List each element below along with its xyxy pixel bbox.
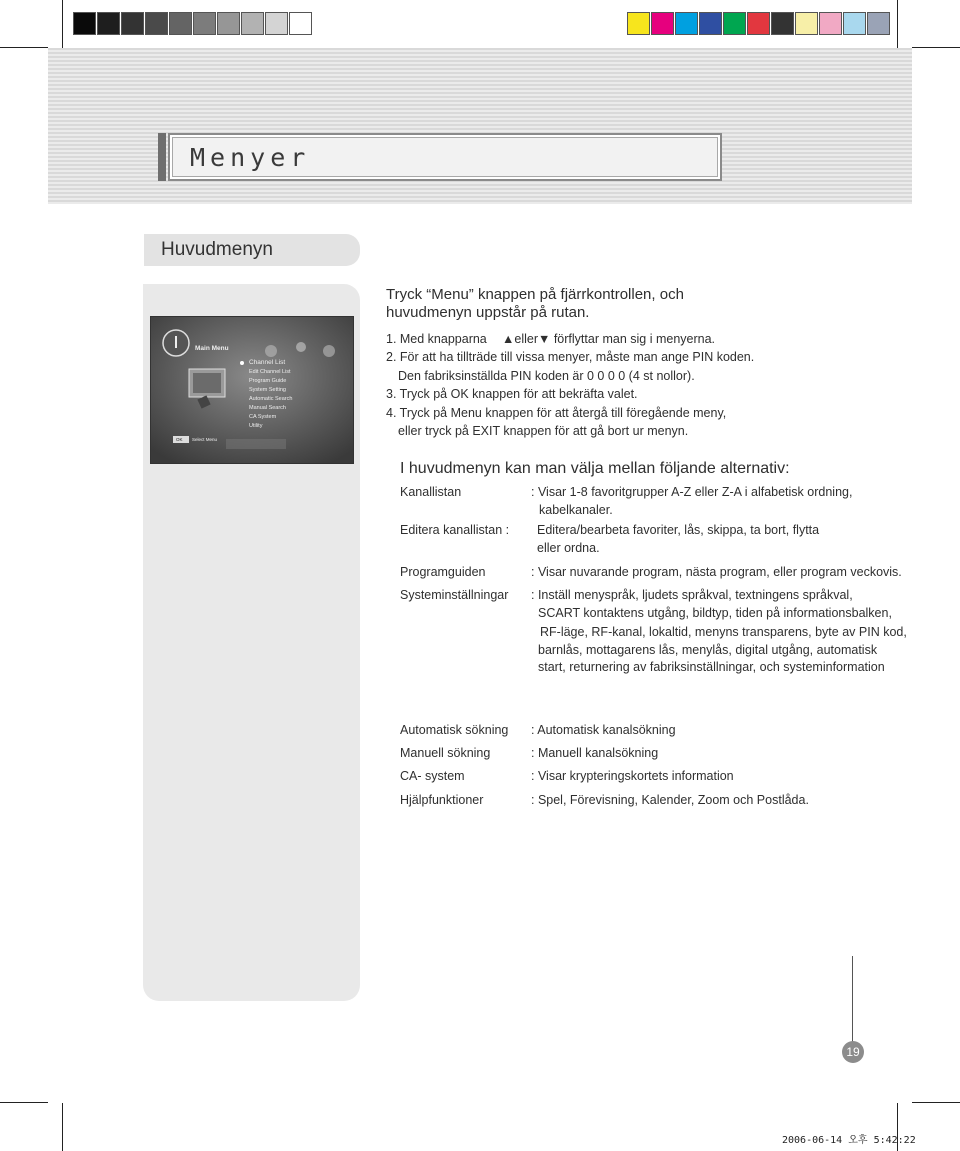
def-value: barnlås, mottagarens lås, menylås, digital utgång, automatisk bbox=[538, 643, 878, 657]
def-value: : Visar nuvarande program, nästa program, eller program veckovis. bbox=[531, 565, 902, 579]
step-text: 3. Tryck på OK knappen för att bekräfta valet. bbox=[386, 387, 638, 401]
def-value: : Inställ menyspråk, ljudets språkval, textningens språkval, bbox=[531, 588, 853, 602]
tv-menu-screenshot bbox=[150, 316, 354, 464]
step-text: 2. För att ha tillträde till vissa menyer, måste man ange PIN koden. bbox=[386, 350, 755, 364]
color-swatch bbox=[747, 12, 770, 35]
def-value: : Automatisk kanalsökning bbox=[531, 723, 676, 737]
def-value: : Manuell kanalsökning bbox=[531, 746, 659, 760]
step-text: 4. Tryck på Menu knappen för att återgå till föregående meny, bbox=[386, 406, 727, 420]
page-title: Menyer bbox=[190, 143, 311, 172]
crop-mark bbox=[897, 0, 898, 48]
crop-mark bbox=[0, 47, 48, 48]
intro-line: Tryck “Menu” knappen på fjärrkontrollen, och bbox=[386, 286, 684, 303]
tv-menu-item: Channel List bbox=[249, 359, 286, 366]
step-text: 1. Med knapparna bbox=[386, 332, 487, 346]
def-value: Editera/bearbeta favoriter, lås, skippa, ta bort, flytta bbox=[537, 523, 820, 537]
crop-mark bbox=[62, 0, 63, 48]
color-swatch bbox=[627, 12, 650, 35]
step-text: eller tryck på EXIT knappen för att gå bort ur menyn. bbox=[398, 424, 689, 438]
grayscale-swatch bbox=[265, 12, 288, 35]
def-label: Systeminställningar bbox=[400, 588, 509, 602]
def-value: kabelkanaler. bbox=[539, 503, 613, 517]
grayscale-swatch bbox=[217, 12, 240, 35]
step-text: ▲eller▼ förflyttar man sig i menyerna. bbox=[502, 332, 716, 346]
def-label: Kanallistan bbox=[400, 485, 462, 499]
def-value: eller ordna. bbox=[537, 541, 600, 555]
tv-menu-title: Main Menu bbox=[195, 345, 229, 352]
color-swatch bbox=[699, 12, 722, 35]
crop-mark bbox=[0, 1102, 48, 1103]
grayscale-swatch bbox=[289, 12, 312, 35]
def-label: Programguiden bbox=[400, 565, 486, 579]
grayscale-swatch bbox=[169, 12, 192, 35]
tv-menu-item: Edit Channel List bbox=[249, 369, 291, 375]
tv-menu-item: CA System bbox=[249, 414, 277, 420]
tv-menu-item: Automatic Search bbox=[249, 396, 293, 402]
color-swatch bbox=[723, 12, 746, 35]
grayscale-swatch bbox=[145, 12, 168, 35]
print-timestamp: 2006-06-14 오후 5:42:22 bbox=[782, 1135, 916, 1146]
grayscale-swatch bbox=[121, 12, 144, 35]
section-heading: Huvudmenyn bbox=[161, 239, 273, 260]
def-value: start, returnering av fabriksinställningar, och systeminformation bbox=[538, 660, 885, 674]
def-value: SCART kontaktens utgång, bildtyp, tiden på informationsbalken, bbox=[538, 606, 892, 620]
def-label: CA- system bbox=[400, 769, 465, 783]
grayscale-swatch bbox=[193, 12, 216, 35]
title-accent bbox=[158, 133, 166, 181]
def-value: : Visar krypteringskortets information bbox=[531, 769, 734, 783]
grayscale-swatch bbox=[97, 12, 120, 35]
def-label: Automatisk sökning bbox=[400, 723, 509, 737]
tv-menu-item: Utility bbox=[249, 423, 263, 429]
crop-mark bbox=[62, 1103, 63, 1151]
tv-footer-label: Select Menu bbox=[192, 437, 218, 442]
crop-mark bbox=[912, 47, 960, 48]
def-label: Hjälpfunktioner bbox=[400, 793, 484, 807]
color-swatch bbox=[819, 12, 842, 35]
def-label: Editera kanallistan : bbox=[400, 523, 510, 537]
def-value: : Spel, Förevisning, Kalender, Zoom och Postlåda. bbox=[531, 793, 809, 807]
color-swatch bbox=[843, 12, 866, 35]
page-number-line bbox=[852, 956, 853, 1052]
grayscale-swatch bbox=[241, 12, 264, 35]
def-label: Manuell sökning bbox=[400, 746, 491, 760]
color-swatch bbox=[771, 12, 794, 35]
tv-footer-key: OK bbox=[176, 437, 183, 442]
def-value: : Visar 1-8 favoritgrupper A-Z eller Z-A i alfabetisk ordning, bbox=[531, 485, 853, 499]
crop-mark bbox=[912, 1102, 960, 1103]
page-number: 19 bbox=[842, 1041, 864, 1063]
step-text: Den fabriksinställda PIN koden är 0 0 0 0 (4 st nollor). bbox=[398, 369, 695, 383]
color-swatch bbox=[795, 12, 818, 35]
intro-line: huvudmenyn uppstår på rutan. bbox=[386, 304, 590, 321]
tv-menu-item: Program Guide bbox=[249, 378, 287, 384]
color-swatch bbox=[867, 12, 890, 35]
color-swatch bbox=[651, 12, 674, 35]
color-swatch bbox=[675, 12, 698, 35]
def-value: RF-läge, RF-kanal, lokaltid, menyns transparens, byte av PIN kod, bbox=[540, 625, 907, 639]
tv-menu-item: System Setting bbox=[249, 387, 286, 393]
tv-menu-item: Manual Search bbox=[249, 405, 286, 411]
options-heading: I huvudmenyn kan man välja mellan följande alternativ: bbox=[400, 460, 790, 477]
grayscale-swatch bbox=[73, 12, 96, 35]
